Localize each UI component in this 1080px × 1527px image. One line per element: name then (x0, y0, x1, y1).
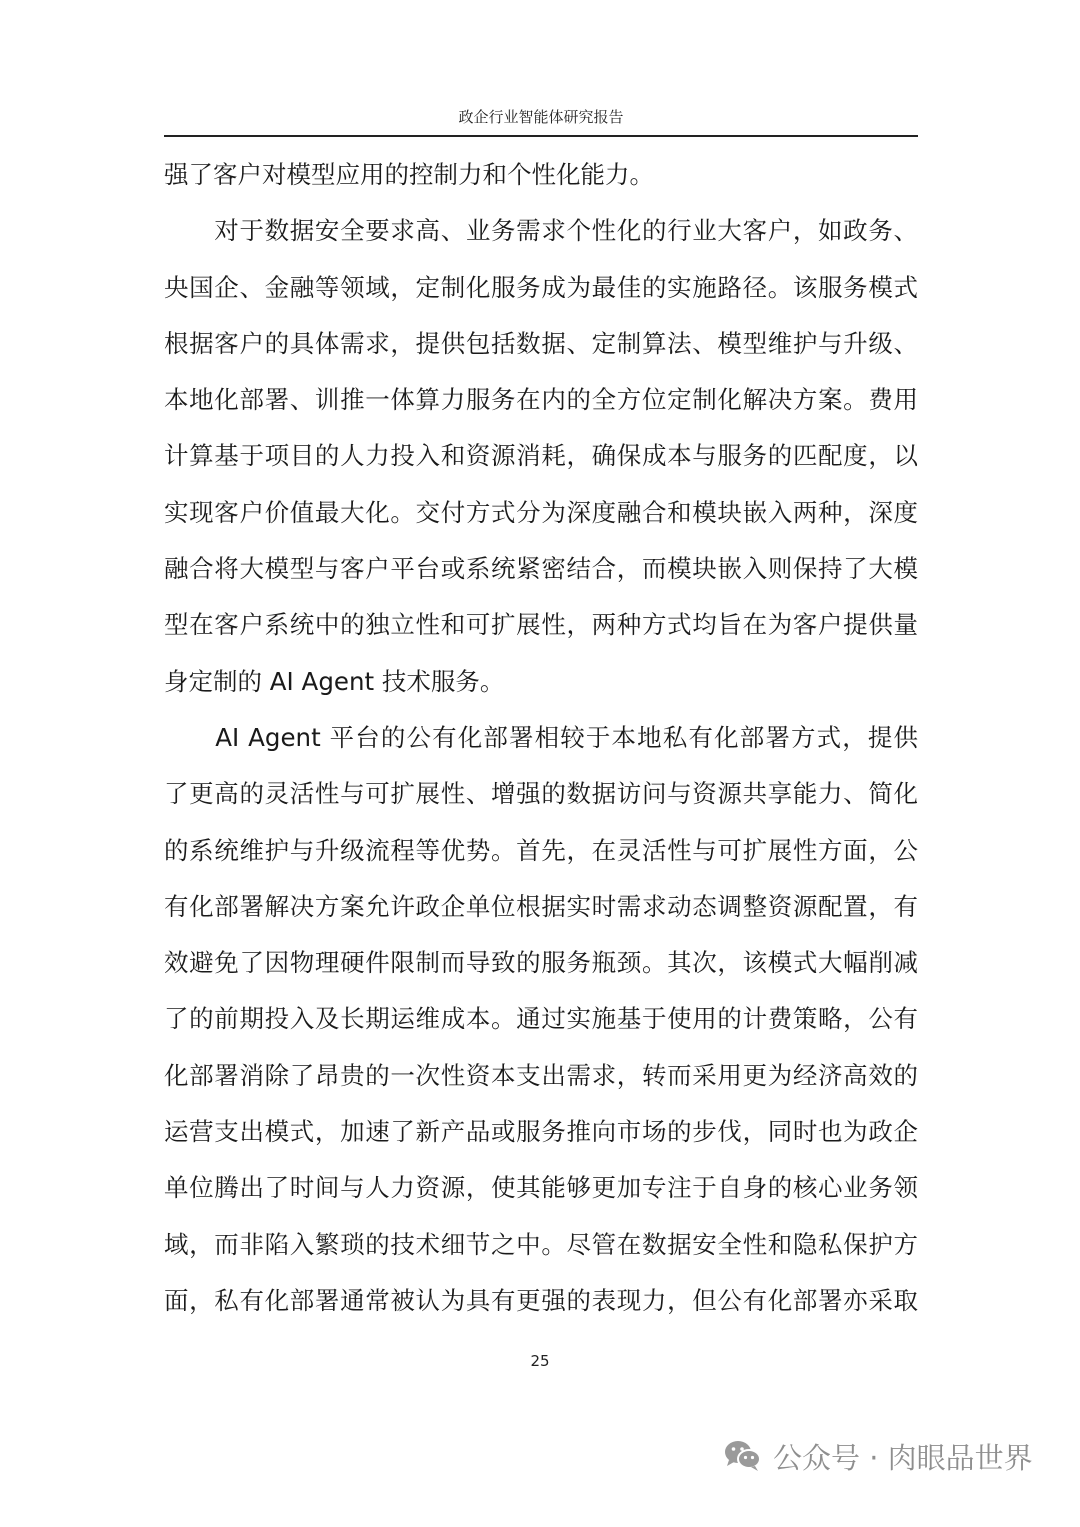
text-line: 域，而非陷入繁琐的技术细节之中。尽管在数据安全性和隐私保护方 (164, 1229, 918, 1259)
text-line: 型在客户系统中的独立性和可扩展性，两种方式均旨在为客户提供量 (164, 610, 918, 640)
page-header: 政企行业智能体研究报告 (458, 108, 624, 126)
wechat-icon (723, 1439, 763, 1473)
watermark (723, 1434, 1033, 1478)
text-line: 根据客户的具体需求，提供包括数据、定制算法、模型维护与升级、 (164, 328, 918, 358)
text-line: 了的前期投入及长期运维成本。通过实施基于使用的计费策略，公有 (164, 1004, 918, 1034)
text-line: 计算基于项目的人力投入和资源消耗，确保成本与服务的匹配度，以 (164, 441, 918, 471)
text-line: 效避免了因物理硬件限制而导致的服务瓶颈。其次，该模式大幅削减 (164, 948, 918, 978)
text-line: 实现客户价值最大化。交付方式分为深度融合和模块嵌入两种，深度 (164, 497, 918, 527)
body-text (164, 147, 918, 1329)
text-line: 央国企、金融等领域，定制化服务成为最佳的实施路径。该服务模式 (164, 272, 918, 302)
text-line: 身定制的 AI Agent 技术服务。 (164, 666, 505, 696)
text-line: 对于数据安全要求高、业务需求个性化的行业大客户，如政务、 (164, 216, 918, 246)
text-line: AI Agent 平台的公有化部署相较于本地私有化部署方式，提供 (164, 722, 918, 752)
header-divider (164, 135, 918, 137)
page-number: 25 (530, 1352, 550, 1370)
text-line: 运营支出模式，加速了新产品或服务推向市场的步伐，同时也为政企 (164, 1117, 918, 1147)
text-line: 化部署消除了昂贵的一次性资本支出需求，转而采用更为经济高效的 (164, 1060, 918, 1090)
text-line: 强了客户对模型应用的控制力和个性化能力。 (164, 160, 654, 189)
text-line: 有化部署解决方案允许政企单位根据实时需求动态调整资源配置，有 (164, 891, 918, 921)
text-line: 本地化部署、训推一体算力服务在内的全方位定制化解决方案。费用 (164, 385, 918, 415)
watermark-text: 公众号 · 肉眼品世界 (773, 1440, 1033, 1475)
text-line: 面，私有化部署通常被认为具有更强的表现力，但公有化部署亦采取 (164, 1285, 918, 1315)
text-line: 的系统维护与升级流程等优势。首先，在灵活性与可扩展性方面，公 (164, 835, 918, 865)
text-line: 融合将大模型与客户平台或系统紧密结合，而模块嵌入则保持了大模 (164, 554, 918, 584)
text-line: 单位腾出了时间与人力资源，使其能够更加专注于自身的核心业务领 (164, 1173, 918, 1203)
text-line: 了更高的灵活性与可扩展性、增强的数据访问与资源共享能力、简化 (164, 779, 918, 809)
